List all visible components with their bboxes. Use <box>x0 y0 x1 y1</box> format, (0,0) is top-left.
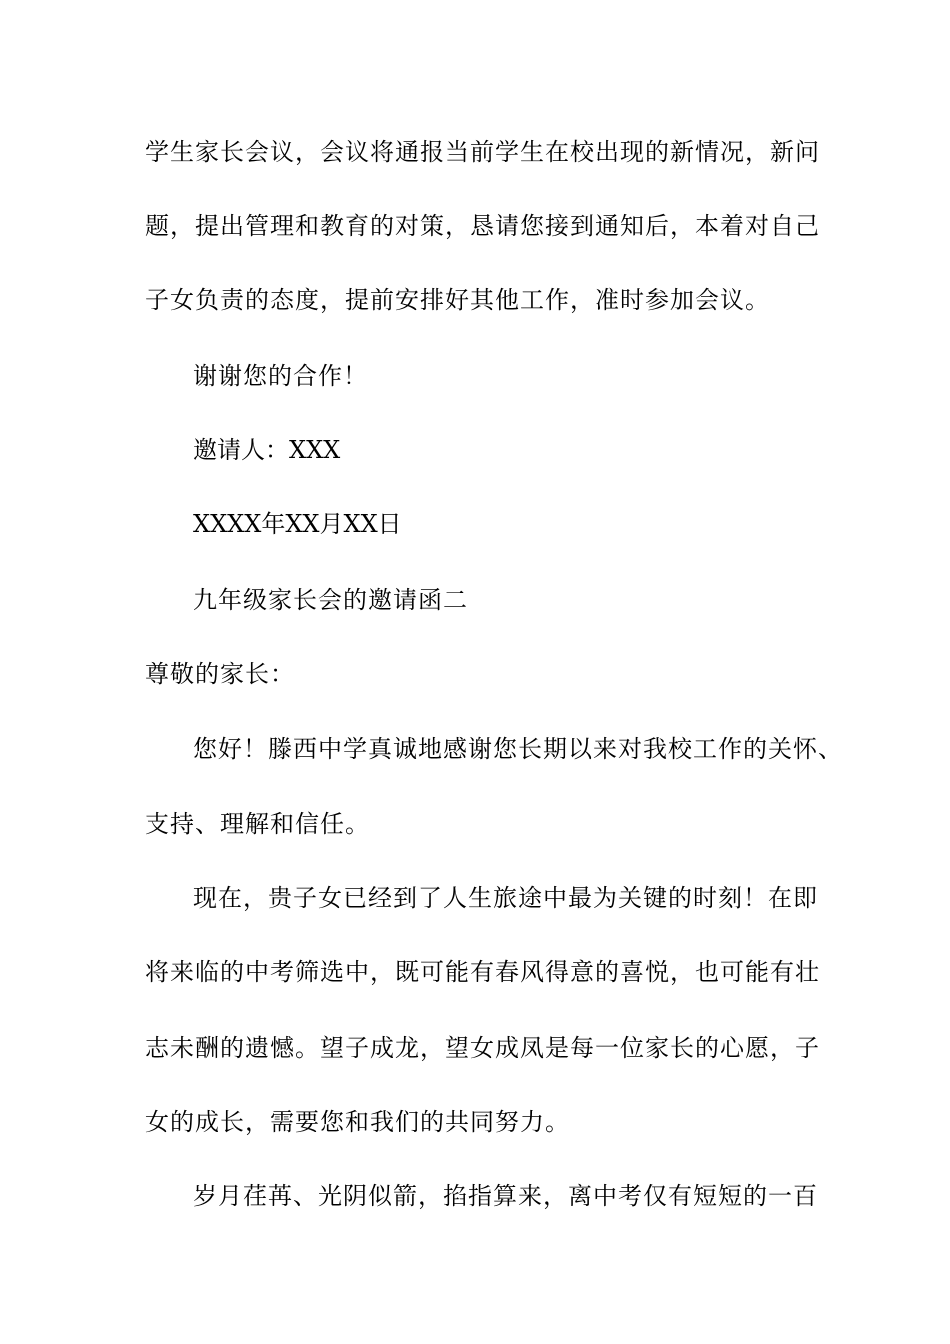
paragraph-line: 将来临的中考筛选中，既可能有春风得意的喜悦，也可能有壮 <box>145 958 820 986</box>
paragraph-line: 学生家长会议，会议将通报当前学生在校出现的新情况，新问 <box>145 138 820 166</box>
paragraph-line: 志未酬的遗憾。望子成龙，望女成凤是每一位家长的心愿，子 <box>145 1034 820 1062</box>
paragraph-line: 子女负责的态度，提前安排好其他工作，准时参加会议。 <box>145 286 770 314</box>
section-title: 九年级家长会的邀请函二 <box>193 586 468 614</box>
paragraph-line: 支持、理解和信任。 <box>145 810 370 838</box>
date-line: XXXX年XX月XX日 <box>193 510 402 538</box>
salutation: 尊敬的家长： <box>145 660 295 688</box>
inviter-line: 邀请人：XXX <box>193 436 341 464</box>
paragraph-line: 现在，贵子女已经到了人生旅途中最为关键的时刻！在即 <box>193 884 818 912</box>
paragraph-line: 女的成长，需要您和我们的共同努力。 <box>145 1108 570 1136</box>
thanks-line: 谢谢您的合作！ <box>193 362 368 390</box>
paragraph-line: 您好！滕西中学真诚地感谢您长期以来对我校工作的关怀、 <box>193 735 843 763</box>
paragraph-line: 题，提出管理和教育的对策，恳请您接到通知后，本着对自己 <box>145 212 820 240</box>
paragraph-line: 岁月荏苒、光阴似箭，掐指算来，离中考仅有短短的一百 <box>193 1182 818 1210</box>
